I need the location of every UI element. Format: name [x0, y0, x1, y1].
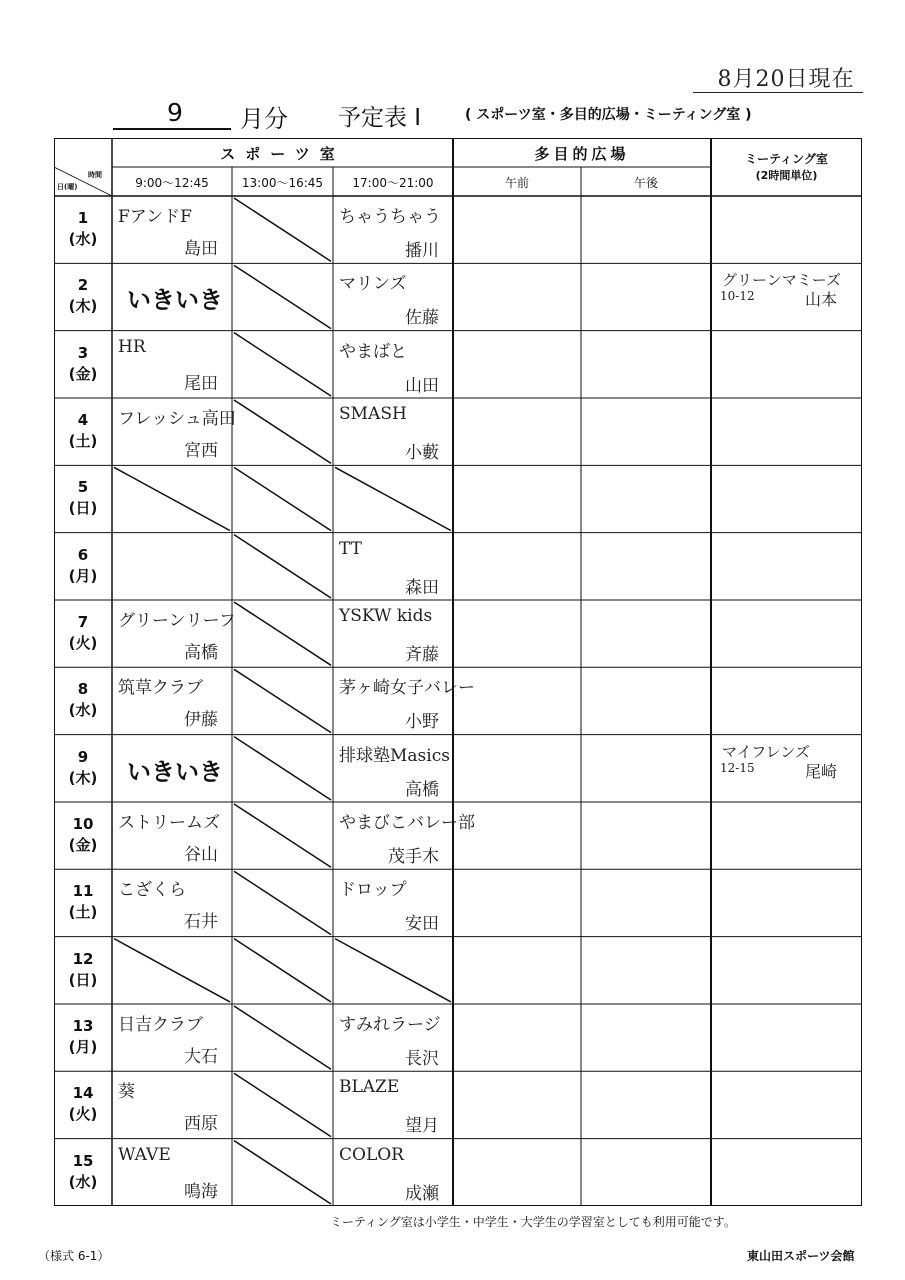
footnote: ミーティング室は小学生・中学生・大学生の学習室としても利用可能です。	[330, 1215, 736, 1229]
evening-group: ちゃうちゃう	[339, 207, 441, 227]
closed-slot-slash	[234, 1141, 331, 1204]
evening-contact: 茂手木	[388, 846, 439, 867]
schedule-title: 予定表 Ⅰ	[338, 105, 422, 131]
weekday: (水)	[68, 701, 98, 720]
morning-group: こざくら	[118, 880, 186, 901]
closed-slot-slash	[234, 602, 331, 665]
header-sports-room: スポーツ室	[220, 145, 345, 163]
evening-contact: 長沢	[405, 1048, 439, 1069]
morning-contact: 大石	[184, 1046, 218, 1067]
evening-group: ドロップ	[339, 880, 407, 901]
morning-contact: 宮西	[184, 440, 218, 461]
month-number: 9	[167, 98, 183, 127]
morning-booking-big: いきいき	[127, 286, 223, 315]
header-meeting-unit: (2時間単位)	[755, 169, 818, 182]
header-slot-morning: 9:00～12:45	[135, 176, 209, 190]
weekday: (金)	[68, 364, 98, 383]
day-number: 6	[77, 545, 89, 564]
weekday: (日)	[68, 499, 98, 518]
header-slot-evening: 17:00～21:00	[352, 176, 434, 190]
morning-group: WAVE	[118, 1144, 171, 1165]
as-of-date: 8月20日現在	[717, 67, 855, 92]
closed-slot-slash	[234, 737, 331, 800]
morning-group: グリーンリーフ	[118, 610, 236, 631]
evening-group: マリンズ	[339, 274, 407, 295]
closed-slot-slash	[335, 467, 451, 530]
evening-group: 排球塾Masics	[339, 745, 450, 766]
evening-group: すみれラージ	[339, 1014, 441, 1035]
organization-name: 東山田スポーツ会館	[747, 1249, 855, 1263]
day-number: 15	[72, 1151, 94, 1170]
corner-time-label: 時間	[88, 171, 102, 179]
morning-group: 日吉クラブ	[118, 1014, 203, 1035]
day-number: 7	[77, 612, 89, 631]
weekday: (火)	[68, 633, 98, 652]
evening-contact: 望月	[405, 1116, 439, 1137]
closed-slot-slash	[234, 939, 331, 1002]
meeting-time: 12-15	[720, 760, 755, 775]
weekday: (水)	[68, 1172, 98, 1191]
morning-contact: 島田	[184, 239, 218, 259]
closed-slot-slash	[234, 871, 331, 934]
morning-contact: 尾田	[184, 373, 218, 394]
closed-slot-slash	[114, 467, 230, 530]
evening-contact: 安田	[405, 914, 439, 935]
morning-group: 筑草クラブ	[118, 678, 203, 699]
evening-contact: 斉藤	[405, 644, 439, 665]
header-plaza: 多目的広場	[534, 145, 630, 163]
corner-day-label: 日(曜)	[57, 183, 78, 191]
day-number: 14	[72, 1084, 94, 1103]
day-number: 13	[72, 1016, 94, 1035]
header-slot-afternoon: 13:00～16:45	[241, 176, 324, 190]
closed-slot-slash	[234, 669, 331, 732]
header-meeting-room: ミーティング室	[745, 152, 828, 166]
weekday: (月)	[68, 566, 98, 585]
morning-group: HR	[118, 336, 146, 357]
form-code: （様式 6-1）	[38, 1249, 110, 1263]
closed-slot-slash	[234, 1073, 331, 1136]
weekday: (土)	[68, 903, 98, 922]
evening-contact: 佐藤	[405, 308, 439, 329]
morning-contact: 西原	[184, 1114, 218, 1135]
closed-slot-slash	[234, 400, 331, 463]
evening-contact: 小藪	[405, 442, 439, 463]
day-number: 3	[77, 343, 89, 362]
day-number: 10	[72, 814, 94, 833]
evening-group: やまびこバレー部	[339, 812, 475, 833]
weekday: (月)	[68, 1037, 98, 1056]
morning-group: 葵	[118, 1082, 135, 1103]
closed-slot-slash	[114, 939, 230, 1002]
closed-slot-slash	[234, 265, 331, 328]
meeting-contact: 尾崎	[805, 761, 838, 781]
evening-group: YSKW kids	[339, 605, 433, 626]
closed-slot-slash	[234, 804, 331, 867]
evening-group: BLAZE	[339, 1077, 400, 1098]
weekday: (日)	[68, 970, 98, 989]
as-of-underline	[693, 92, 863, 93]
weekday: (火)	[68, 1105, 98, 1124]
meeting-contact: 山本	[805, 290, 838, 310]
header-plaza-pm: 午後	[633, 176, 658, 190]
evening-group: SMASH	[339, 403, 407, 424]
morning-booking-big: いきいき	[127, 757, 223, 786]
closed-slot-slash	[234, 535, 331, 598]
header-plaza-am: 午前	[504, 176, 529, 190]
evening-contact: 高橋	[405, 779, 439, 800]
evening-group: 茅ヶ崎女子バレー	[339, 678, 475, 699]
weekday: (水)	[68, 230, 98, 248]
schedule-subtitle: ( スポーツ室・多目的広場・ミーティング室 )	[465, 107, 752, 123]
day-number: 8	[77, 680, 89, 699]
evening-group: TT	[339, 538, 362, 559]
day-number: 2	[77, 276, 89, 295]
weekday: (木)	[68, 297, 98, 316]
meeting-group: マイフレンズ	[722, 742, 810, 761]
closed-slot-slash	[234, 467, 331, 530]
morning-contact: 鳴海	[184, 1181, 218, 1202]
day-number: 1	[77, 209, 89, 227]
evening-contact: 森田	[405, 577, 439, 598]
meeting-time: 10-12	[720, 289, 755, 304]
day-number: 11	[72, 882, 94, 901]
morning-group: FアンドF	[118, 207, 192, 227]
evening-contact: 播川	[405, 241, 439, 261]
weekday: (木)	[68, 768, 98, 787]
morning-contact: 高橋	[184, 642, 218, 663]
morning-contact: 石井	[184, 912, 218, 933]
evening-group: COLOR	[339, 1144, 404, 1165]
meeting-group: グリーンマミーズ	[722, 271, 841, 290]
day-number: 4	[77, 410, 89, 429]
closed-slot-slash	[335, 939, 451, 1002]
evening-contact: 小野	[405, 712, 439, 733]
evening-group: やまばと	[339, 341, 407, 362]
day-number: 5	[77, 478, 89, 497]
weekday: (金)	[68, 835, 98, 854]
evening-contact: 山田	[405, 375, 439, 396]
month-unit: 月分	[240, 105, 288, 133]
closed-slot-slash	[234, 333, 331, 396]
morning-contact: 谷山	[184, 844, 218, 865]
morning-group: フレッシュ高田	[118, 408, 236, 429]
evening-contact: 成瀬	[405, 1183, 439, 1204]
day-number: 9	[77, 747, 89, 766]
closed-slot-slash	[234, 1006, 331, 1069]
morning-group: ストリームズ	[118, 812, 220, 833]
closed-slot-slash	[234, 198, 331, 261]
month-underline	[113, 128, 231, 130]
morning-contact: 伊藤	[184, 710, 218, 731]
day-number: 12	[72, 949, 94, 968]
weekday: (土)	[68, 431, 98, 450]
